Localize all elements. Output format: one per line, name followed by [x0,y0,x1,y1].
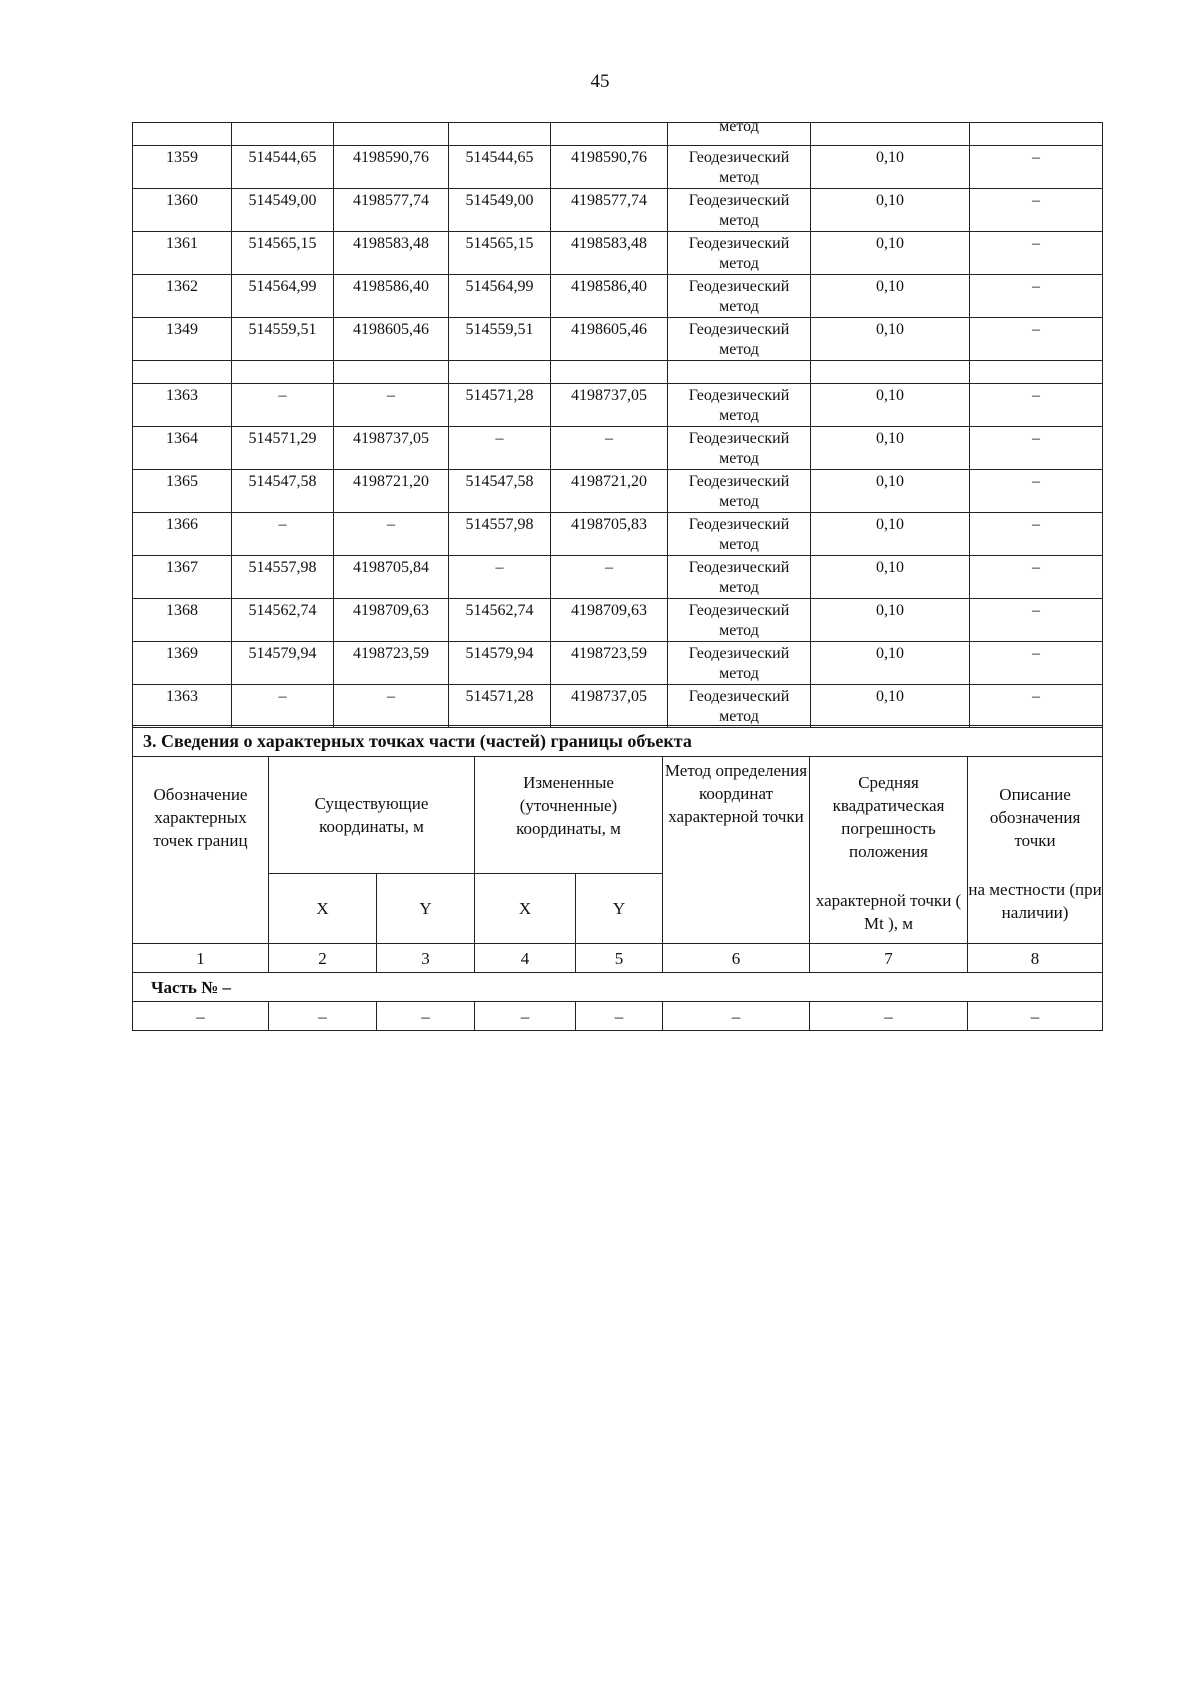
table-cell: 4198709,63 [334,599,449,642]
table-cell: 514571,28 [449,685,551,728]
header-point-description [968,757,1103,944]
table-cell: 0,10 [811,513,970,556]
table-cell: – [449,427,551,470]
part-data-row [133,1002,1103,1031]
table-cell: 0,10 [811,146,970,189]
header-changed-x: X [475,874,576,944]
table-cell: 0,10 [811,384,970,427]
column-number: 1 [133,944,269,973]
table-cell: 4198590,76 [334,146,449,189]
column-number: 5 [576,944,663,973]
table-cell: – [970,189,1103,232]
header-method: Метод определения координат характерной точки [663,757,810,944]
table-cell: 514547,58 [232,470,334,513]
table-row [133,318,1103,361]
table-cell: 514565,15 [232,232,334,275]
upper-coordinates-table [132,118,1103,728]
table-cell [551,123,668,146]
table-cell: 4198605,46 [551,318,668,361]
table-cell: 4198721,20 [334,470,449,513]
table-cell: – [970,232,1103,275]
method-text: метод [719,622,759,639]
method-text: метод [719,341,759,358]
table-cell [668,427,811,470]
table-cell [232,361,334,384]
table-cell: – [970,556,1103,599]
table-cell: – [475,1002,576,1031]
table-cell: – [232,384,334,427]
table-row [133,189,1103,232]
table-cell: 4198737,05 [551,384,668,427]
table-cell: 4198723,59 [334,642,449,685]
header-point-description-top: Описание обозначения точки [989,785,1081,850]
table-cell: 4198590,76 [551,146,668,189]
table-cell: – [334,513,449,556]
table-cell: 514559,51 [232,318,334,361]
column-number: 6 [663,944,810,973]
column-number: 7 [810,944,968,973]
table-cell: 514544,65 [232,146,334,189]
table-cell [334,123,449,146]
table-row [133,556,1103,599]
table-cell: – [576,1002,663,1031]
method-text: Геодезический [688,645,790,662]
method-text: метод [719,708,759,725]
table-cell [668,513,811,556]
table-cell: 4198583,48 [551,232,668,275]
method-text: метод [719,255,759,272]
table-row [133,470,1103,513]
table-cell: – [232,513,334,556]
method-text: Геодезический [688,602,790,619]
column-number: 2 [269,944,377,973]
table-cell: 514579,94 [449,642,551,685]
table-cell: 1366 [133,513,232,556]
table-row [133,275,1103,318]
table-cell: – [334,685,449,728]
method-text: Геодезический [688,516,790,533]
method-text: метод [719,450,759,467]
table-cell [668,642,811,685]
table-cell: – [970,599,1103,642]
section-title: 3. Сведения о характерных точках части (частей) границы объекта [133,726,1103,757]
table-row [133,384,1103,427]
table-cell: 514557,98 [449,513,551,556]
table-cell: 4198705,83 [551,513,668,556]
header-point-description-bottom: на местности (при наличии) [968,880,1102,922]
header-existing-coordinates: Существующие координаты, м [269,757,475,874]
method-text: Геодезический [688,559,790,576]
table-cell [668,118,811,146]
table-cell [668,146,811,189]
method-text: Геодезический [688,688,790,705]
table-cell: 514557,98 [232,556,334,599]
table-cell: 4198586,40 [551,275,668,318]
table-cell: 514549,00 [232,189,334,232]
table-cell: – [970,318,1103,361]
table-cell: – [449,556,551,599]
table-cell [668,275,811,318]
method-text: Геодезический [688,387,790,404]
table-row [133,513,1103,556]
table-cell [334,361,449,384]
table-cell: 4198737,05 [551,685,668,728]
table-cell: 4198709,63 [551,599,668,642]
method-text: метод [719,212,759,229]
header-existing-y: Y [377,874,475,944]
table-cell: 514564,99 [449,275,551,318]
table-cell [668,232,811,275]
table-cell: 4198577,74 [334,189,449,232]
method-text: метод [719,536,759,553]
table-cell: 4198586,40 [334,275,449,318]
table-cell [133,123,232,146]
table-cell [811,123,970,146]
table-cell: 0,10 [811,556,970,599]
header-changed-y: Y [576,874,663,944]
table-cell: 0,10 [811,275,970,318]
table-cell: 4198737,05 [334,427,449,470]
table-cell: – [970,685,1103,728]
table-row [133,599,1103,642]
table-cell [970,123,1103,146]
table-cell: – [970,146,1103,189]
table-cell: – [232,685,334,728]
table-row [133,685,1103,728]
table-cell: 1359 [133,146,232,189]
table-cell [449,361,551,384]
method-text: метод [719,298,759,315]
section3-table [132,725,1103,1031]
table-cell: 4198723,59 [551,642,668,685]
table-row [133,427,1103,470]
table-cell: 1363 [133,384,232,427]
table-cell: – [970,384,1103,427]
table-cell: 0,10 [811,189,970,232]
table-cell: 4198605,46 [334,318,449,361]
table-cell: 514571,29 [232,427,334,470]
method-text: метод [719,579,759,596]
table-cell: 514562,74 [232,599,334,642]
table-cell: – [663,1002,810,1031]
table-cell: – [377,1002,475,1031]
method-text: Геодезический [688,149,790,166]
method-text: Геодезический [688,321,790,338]
table-cell: 0,10 [811,642,970,685]
table-row [133,232,1103,275]
table-cell [668,189,811,232]
table-cell: 514571,28 [449,384,551,427]
table-cell: 1364 [133,427,232,470]
table-cell [668,685,811,728]
table-cell: – [970,470,1103,513]
table-cell: – [970,427,1103,470]
page-number: 45 [590,71,610,92]
table-cell [668,599,811,642]
table-cell [133,361,232,384]
column-number: 3 [377,944,475,973]
method-text: метод [719,665,759,682]
table-cell: 1363 [133,685,232,728]
table-cell: 514562,74 [449,599,551,642]
table-cell: 514547,58 [449,470,551,513]
table-row [133,642,1103,685]
table-cell: 0,10 [811,318,970,361]
column-numbers-row [133,944,1103,973]
table-cell: 0,10 [811,685,970,728]
table-cell [811,361,970,384]
column-number: 4 [475,944,576,973]
method-text: Геодезический [688,192,790,209]
table-cell: – [551,427,668,470]
table-cell [551,361,668,384]
table-cell: 4198705,84 [334,556,449,599]
table-row [133,146,1103,189]
table-cell: – [968,1002,1103,1031]
table-cell: 1369 [133,642,232,685]
header-existing-x: X [269,874,377,944]
table-cell [668,318,811,361]
table-cell [970,361,1103,384]
table-cell: 1360 [133,189,232,232]
table-row [133,361,1103,384]
method-text: Геодезический [688,235,790,252]
table-cell: – [334,384,449,427]
table-cell [449,123,551,146]
table-cell [668,470,811,513]
method-text: метод [719,407,759,424]
table-cell: 4198577,74 [551,189,668,232]
table-cell: 514559,51 [449,318,551,361]
table-cell: 514579,94 [232,642,334,685]
table-cell: 514564,99 [232,275,334,318]
table-cell: – [810,1002,968,1031]
table-cell: 1368 [133,599,232,642]
method-text: метод [719,169,759,186]
table-cell [232,123,334,146]
table-cell: 0,10 [811,232,970,275]
table-cell: – [970,275,1103,318]
table-cell [668,384,811,427]
header-changed-coordinates: Измененные (уточненные) координаты, м [475,757,663,874]
table-cell: 4198583,48 [334,232,449,275]
header-point-designation: Обозначение характерных точек границ [133,757,269,944]
method-text: метод [719,493,759,510]
table-cell: 0,10 [811,599,970,642]
table-cell: 1365 [133,470,232,513]
header-rms-error-bottom: характерной точки ( Mt ), м [815,891,962,933]
method-text: Геодезический [688,473,790,490]
table-cell: – [551,556,668,599]
header-rms-error-top: Средняя квадратическая погрешность положения [832,773,945,861]
table-cell: 0,10 [811,427,970,470]
header-rms-error [810,757,968,944]
part-label: Часть № – [133,973,1103,1002]
method-text: Геодезический [688,278,790,295]
table-cell: – [133,1002,269,1031]
table-cell: 1349 [133,318,232,361]
table-cell: 514544,65 [449,146,551,189]
table-cell [668,556,811,599]
table-cell: 1361 [133,232,232,275]
table-cell: 1367 [133,556,232,599]
table-cell: 1362 [133,275,232,318]
table-cell [668,361,811,384]
table-cell: – [970,642,1103,685]
table-cell: 514565,15 [449,232,551,275]
table-cell: 4198721,20 [551,470,668,513]
table-cell: – [269,1002,377,1031]
table-cell: 0,10 [811,470,970,513]
method-text: Геодезический [688,430,790,447]
table-cell: – [970,513,1103,556]
table-row [133,123,1103,146]
table-cell: 514549,00 [449,189,551,232]
cell-text: метод [719,118,759,135]
column-number: 8 [968,944,1103,973]
